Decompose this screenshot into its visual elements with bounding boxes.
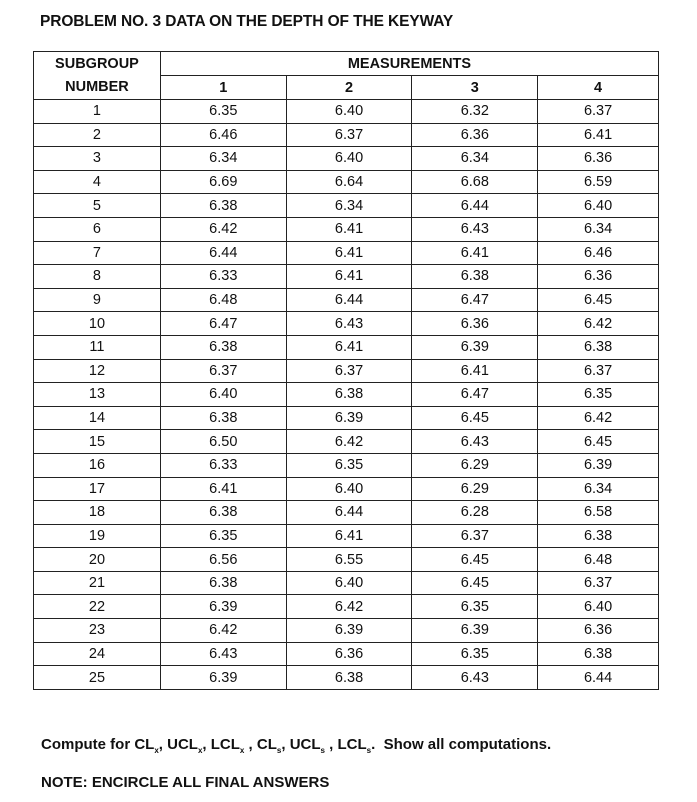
measurement-cell: 6.44 (286, 501, 412, 525)
subgroup-number-cell: 10 (34, 312, 161, 336)
measurement-cell: 6.41 (160, 477, 286, 501)
measurement-cell: 6.35 (538, 383, 659, 407)
table-row (34, 123, 659, 147)
measurement-cell: 6.40 (286, 147, 412, 171)
measurement-cell: 6.38 (286, 383, 412, 407)
measurement-cell: 6.42 (286, 595, 412, 619)
subgroup-number-cell: 23 (34, 619, 161, 643)
measurement-cell: 6.58 (538, 501, 659, 525)
subgroup-number-cell: 18 (34, 501, 161, 525)
subgroup-number-cell: 9 (34, 288, 161, 312)
measurement-cell: 6.45 (412, 571, 538, 595)
table-row (34, 619, 659, 643)
subgroup-number-cell: 25 (34, 666, 161, 690)
measurement-cell: 6.36 (538, 265, 659, 289)
subgroup-number-cell: 2 (34, 123, 161, 147)
measurement-cell: 6.48 (160, 288, 286, 312)
measurement-cell: 6.44 (538, 666, 659, 690)
measurement-cell: 6.38 (160, 571, 286, 595)
measurement-cell: 6.48 (538, 548, 659, 572)
subgroup-header-line2: NUMBER (34, 76, 161, 100)
measurement-cell: 6.41 (286, 265, 412, 289)
table-row (34, 501, 659, 525)
subgroup-number-cell: 11 (34, 335, 161, 359)
instructions-suffix: Show all computations. (383, 736, 552, 753)
subgroup-number-cell: 6 (34, 217, 161, 241)
measurement-cell: 6.34 (412, 147, 538, 171)
instructions (41, 736, 551, 755)
measurement-cell: 6.45 (538, 430, 659, 454)
measurement-cell: 6.38 (160, 501, 286, 525)
measurement-cell: 6.43 (412, 430, 538, 454)
measurement-cell: 6.38 (412, 265, 538, 289)
subgroup-number-cell: 13 (34, 383, 161, 407)
measurement-cell: 6.39 (160, 666, 286, 690)
control-limit-term: LCL (210, 736, 240, 753)
measurement-cell: 6.41 (412, 359, 538, 383)
measurement-cell: 6.42 (160, 217, 286, 241)
measurement-cell: 6.47 (412, 288, 538, 312)
measurement-cell: 6.37 (538, 359, 659, 383)
table-row (34, 642, 659, 666)
table-row (34, 359, 659, 383)
subgroup-number-cell: 12 (34, 359, 161, 383)
control-limit-term: CL (134, 736, 155, 753)
measurement-cell: 6.46 (160, 123, 286, 147)
separator: , (244, 736, 257, 753)
subgroup-number-cell: 19 (34, 524, 161, 548)
subgroup-number-cell: 24 (34, 642, 161, 666)
measurement-cell: 6.38 (160, 194, 286, 218)
measurement-cell: 6.39 (286, 406, 412, 430)
table-row (34, 194, 659, 218)
subgroup-number-cell: 5 (34, 194, 161, 218)
table-row (34, 241, 659, 265)
measurement-cell: 6.41 (286, 241, 412, 265)
table-row (34, 147, 659, 171)
measurement-cell: 6.34 (538, 217, 659, 241)
measurement-cell: 6.40 (286, 477, 412, 501)
measurement-cell: 6.41 (286, 524, 412, 548)
measurement-cell: 6.33 (160, 265, 286, 289)
measurement-cell: 6.64 (286, 170, 412, 194)
measurement-column-header: 2 (286, 76, 412, 100)
control-limit-subscript: x (239, 746, 245, 755)
measurement-cell: 6.50 (160, 430, 286, 454)
table-row (34, 453, 659, 477)
measurement-cell: 6.39 (160, 595, 286, 619)
subgroup-number-cell: 7 (34, 241, 161, 265)
measurement-cell: 6.38 (538, 642, 659, 666)
measurement-cell: 6.41 (286, 335, 412, 359)
measurement-cell: 6.34 (286, 194, 412, 218)
measurement-cell: 6.40 (538, 595, 659, 619)
measurement-cell: 6.37 (286, 123, 412, 147)
measurements-header: MEASUREMENTS (160, 52, 658, 76)
subgroup-number-cell: 21 (34, 571, 161, 595)
subgroup-number-cell: 22 (34, 595, 161, 619)
table-row (34, 548, 659, 572)
separator: , (324, 736, 338, 753)
keyway-depth-table (33, 51, 659, 690)
measurement-cell: 6.45 (412, 406, 538, 430)
table-row (34, 406, 659, 430)
measurement-cell: 6.37 (286, 359, 412, 383)
measurement-cell: 6.42 (286, 430, 412, 454)
measurement-cell: 6.29 (412, 453, 538, 477)
table-row (34, 595, 659, 619)
measurement-cell: 6.47 (160, 312, 286, 336)
page-title: PROBLEM NO. 3 DATA ON THE DEPTH OF THE KEYWAY (40, 13, 454, 30)
subgroup-number-cell: 15 (34, 430, 161, 454)
measurement-cell: 6.34 (538, 477, 659, 501)
table-row (34, 430, 659, 454)
measurement-cell: 6.37 (412, 524, 538, 548)
subgroup-number-cell: 4 (34, 170, 161, 194)
table-row (34, 265, 659, 289)
measurement-cell: 6.36 (412, 123, 538, 147)
measurement-cell: 6.56 (160, 548, 286, 572)
separator: , (202, 736, 211, 753)
measurement-column-header: 1 (160, 76, 286, 100)
table-row (34, 288, 659, 312)
subgroup-number-cell: 17 (34, 477, 161, 501)
control-limit-term: UCL (167, 736, 198, 753)
measurement-cell: 6.43 (412, 217, 538, 241)
table-row (34, 383, 659, 407)
control-limit-subscript: s (276, 746, 282, 755)
table-row (34, 312, 659, 336)
subgroup-header-line1: SUBGROUP (34, 52, 161, 76)
measurement-cell: 6.43 (412, 666, 538, 690)
measurement-column-header: 3 (412, 76, 538, 100)
table-row (34, 524, 659, 548)
measurement-cell: 6.38 (538, 524, 659, 548)
measurement-cell: 6.35 (286, 453, 412, 477)
measurement-cell: 6.69 (160, 170, 286, 194)
measurement-cell: 6.40 (286, 100, 412, 124)
measurement-cell: 6.33 (160, 453, 286, 477)
control-limit-term: LCL (337, 736, 367, 753)
measurement-cell: 6.45 (412, 548, 538, 572)
measurement-cell: 6.39 (538, 453, 659, 477)
measurement-cell: 6.40 (160, 383, 286, 407)
measurement-cell: 6.44 (412, 194, 538, 218)
control-limit-subscript: x (197, 746, 203, 755)
table-row (34, 571, 659, 595)
measurement-cell: 6.47 (412, 383, 538, 407)
table-row (34, 666, 659, 690)
separator: , (281, 736, 290, 753)
table-row (34, 217, 659, 241)
measurement-cell: 6.37 (538, 571, 659, 595)
measurement-cell: 6.42 (538, 406, 659, 430)
measurement-column-header: 4 (538, 76, 659, 100)
measurement-cell: 6.46 (538, 241, 659, 265)
control-limit-term: UCL (289, 736, 321, 753)
measurement-cell: 6.29 (412, 477, 538, 501)
measurement-cell: 6.38 (160, 406, 286, 430)
measurement-cell: 6.43 (286, 312, 412, 336)
table-row (34, 477, 659, 501)
subgroup-number-cell: 3 (34, 147, 161, 171)
measurement-cell: 6.68 (412, 170, 538, 194)
measurement-cell: 6.34 (160, 147, 286, 171)
measurement-cell: 6.44 (160, 241, 286, 265)
measurement-cell: 6.28 (412, 501, 538, 525)
measurement-cell: 6.42 (160, 619, 286, 643)
measurement-cell: 6.42 (538, 312, 659, 336)
table-row (34, 100, 659, 124)
measurement-cell: 6.41 (538, 123, 659, 147)
measurement-cell: 6.41 (286, 217, 412, 241)
measurement-cell: 6.39 (412, 335, 538, 359)
measurement-cell: 6.45 (538, 288, 659, 312)
table-row (34, 170, 659, 194)
table-row (34, 335, 659, 359)
measurement-cell: 6.36 (286, 642, 412, 666)
measurement-cell: 6.43 (160, 642, 286, 666)
measurement-cell: 6.36 (412, 312, 538, 336)
separator: , (158, 736, 168, 753)
measurement-cell: 6.35 (160, 100, 286, 124)
control-limit-subscript: s (366, 746, 372, 755)
measurement-cell: 6.37 (160, 359, 286, 383)
subgroup-number-cell: 20 (34, 548, 161, 572)
measurement-cell: 6.40 (538, 194, 659, 218)
measurement-cell: 6.40 (286, 571, 412, 595)
measurement-cell: 6.39 (286, 619, 412, 643)
measurement-cell: 6.38 (160, 335, 286, 359)
instructions-prefix: Compute for (41, 736, 135, 753)
measurement-cell: 6.35 (160, 524, 286, 548)
measurement-cell: 6.37 (538, 100, 659, 124)
measurement-cell: 6.36 (538, 147, 659, 171)
measurement-cell: 6.38 (286, 666, 412, 690)
measurement-cell: 6.55 (286, 548, 412, 572)
control-limit-term: CL (256, 736, 277, 753)
measurement-cell: 6.35 (412, 595, 538, 619)
measurement-cell: 6.35 (412, 642, 538, 666)
measurement-cell: 6.59 (538, 170, 659, 194)
measurement-cell: 6.32 (412, 100, 538, 124)
control-limit-subscript: s (320, 746, 325, 755)
measurement-cell: 6.44 (286, 288, 412, 312)
control-limit-subscript: x (154, 746, 159, 755)
note: NOTE: ENCIRCLE ALL FINAL ANSWERS (41, 774, 330, 791)
measurement-cell: 6.38 (538, 335, 659, 359)
measurement-cell: 6.36 (538, 619, 659, 643)
measurement-cell: 6.39 (412, 619, 538, 643)
measurement-cell: 6.41 (412, 241, 538, 265)
subgroup-number-cell: 16 (34, 453, 161, 477)
subgroup-number-cell: 14 (34, 406, 161, 430)
subgroup-number-cell: 8 (34, 265, 161, 289)
separator: . (371, 736, 384, 753)
subgroup-number-cell: 1 (34, 100, 161, 124)
